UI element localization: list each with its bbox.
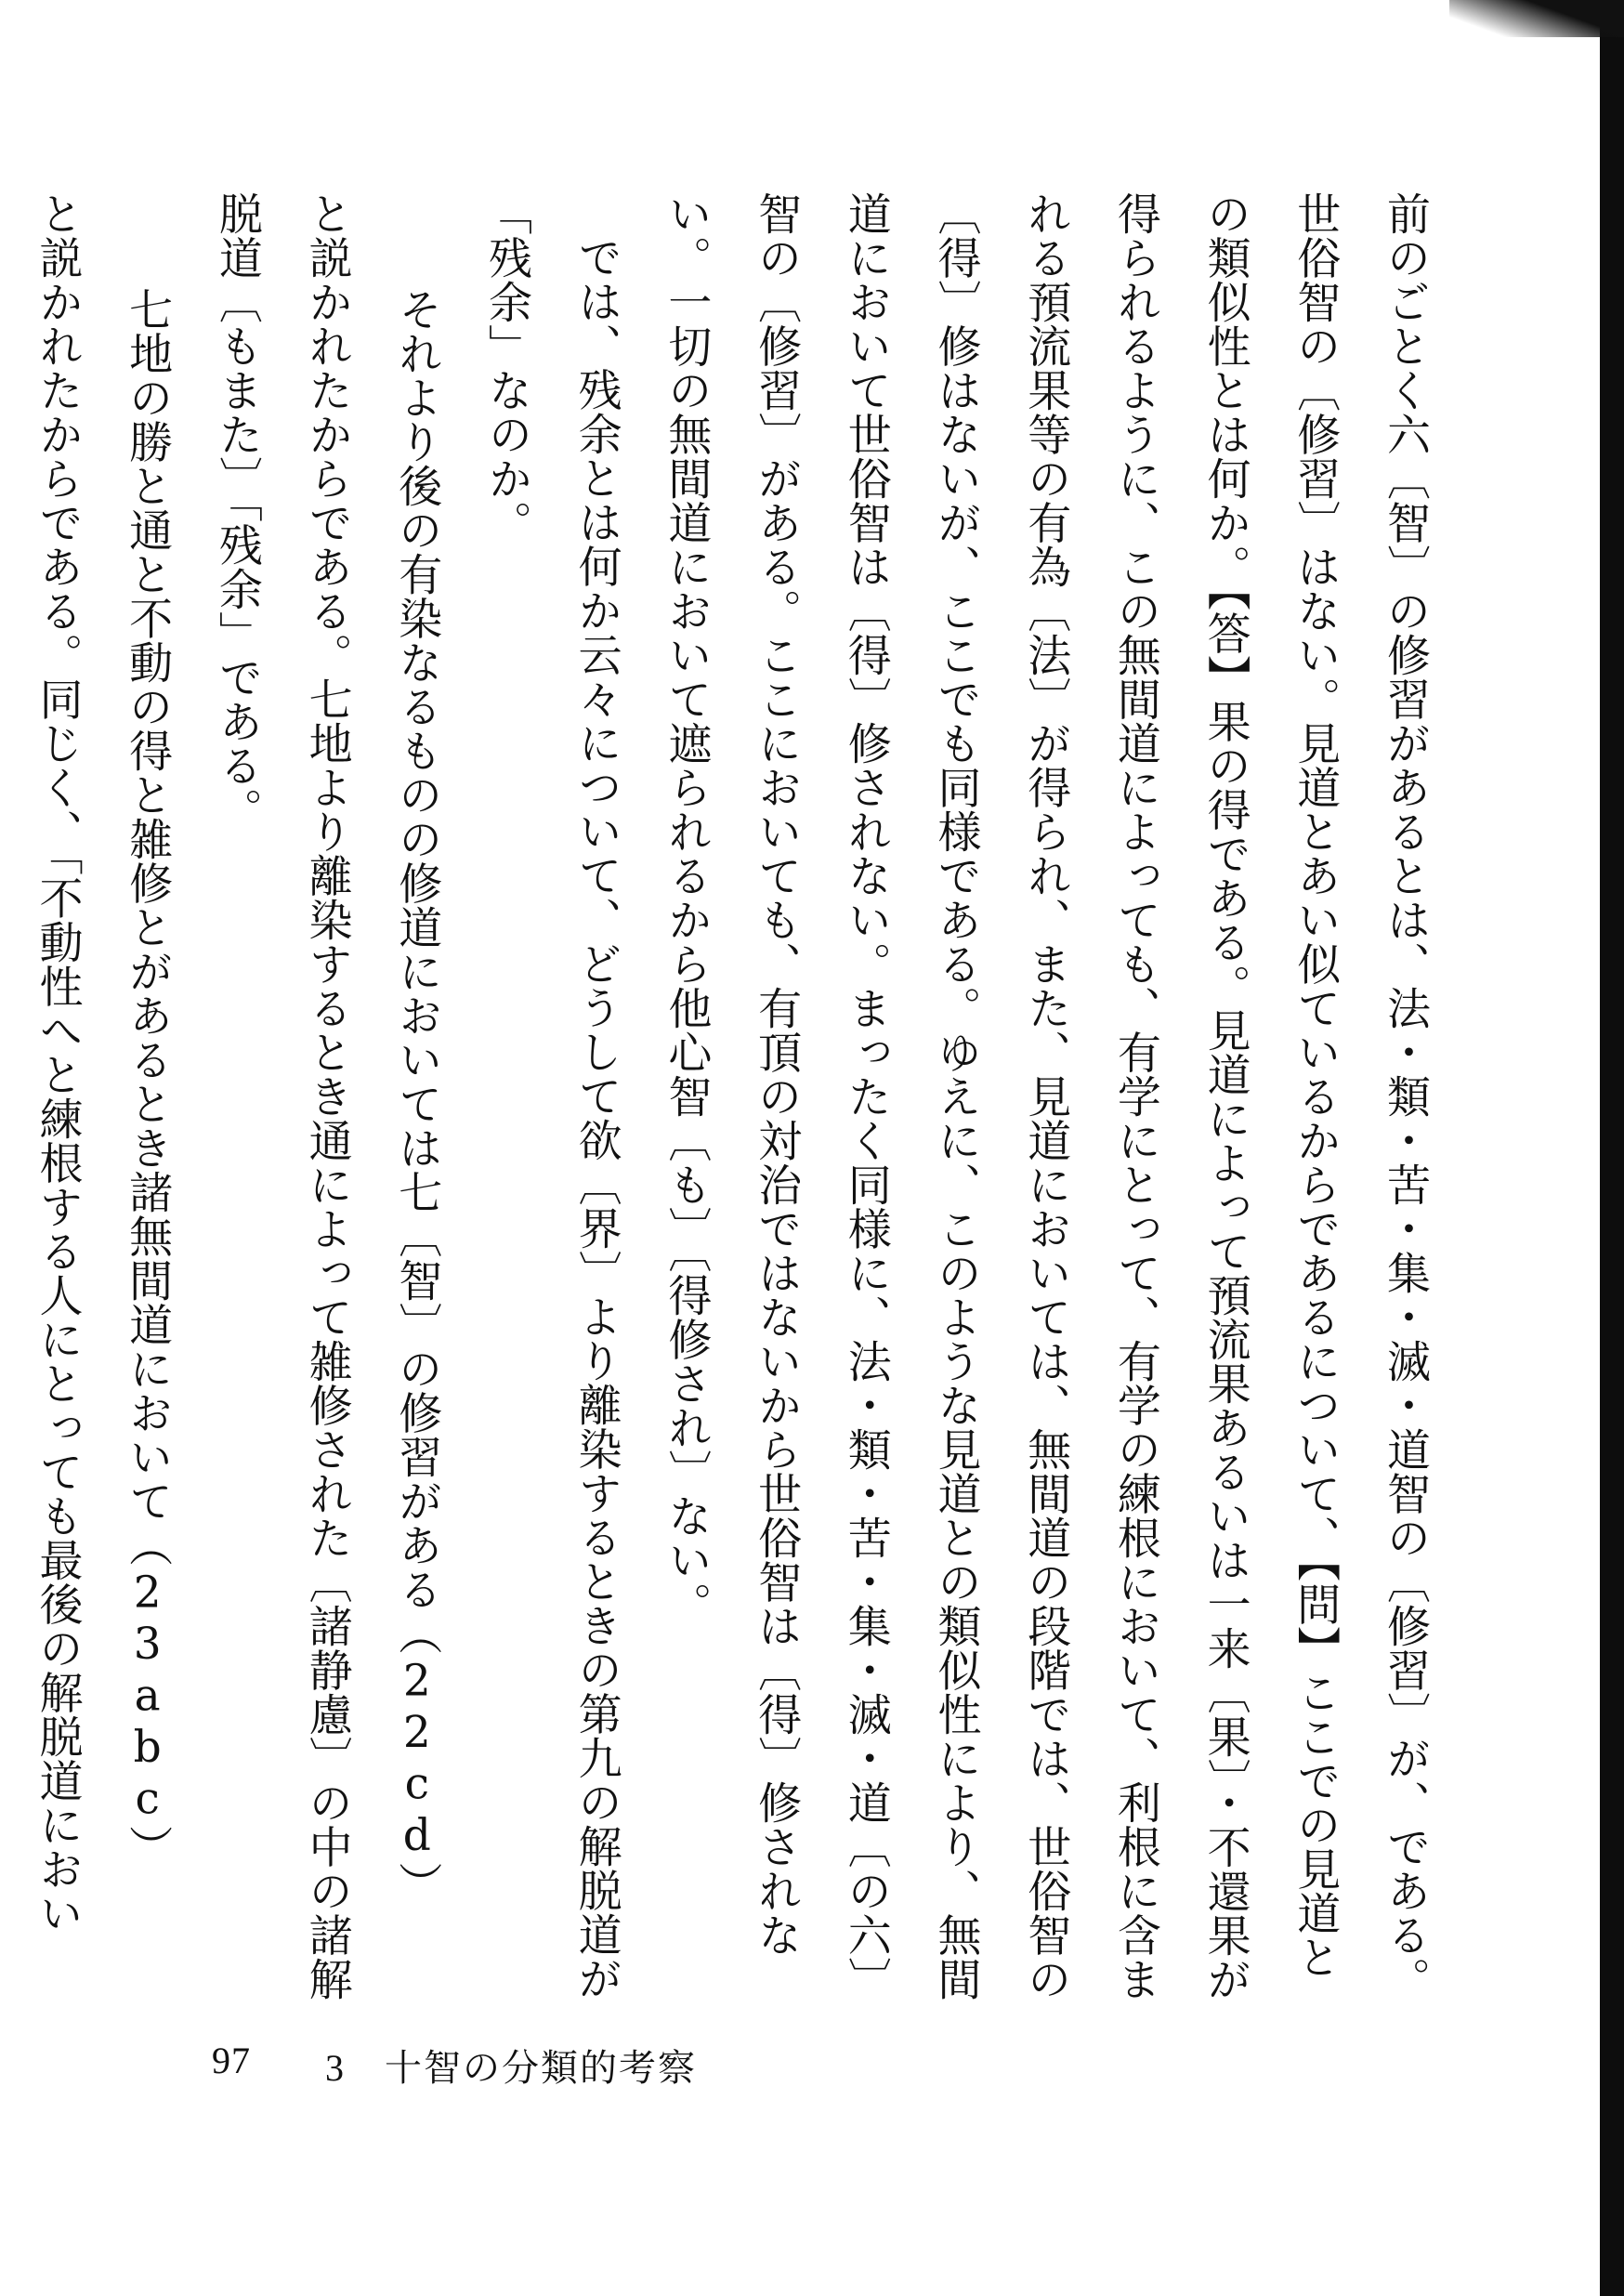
running-head: 3 十智の分類的考察 xyxy=(325,2047,697,2089)
page-number: 97 xyxy=(212,2040,251,2081)
paragraph: 前のごとく六〔智〕の修習があるとは、法・類・苦・集・滅・道智の〔修習〕が、である。世俗智の〔修習〕はない。見道とあい似ているからであるについて、【問】ここでの見道との類似性とは何か。【答】果の得である。見道によって預流果あるいは一来〔果〕・不還果が得られるように、この無間道によっても、有学にとって、有学の練根において、利根に含まれる預流果等の有為〔法〕が得られ、また、見道においては、無間道の段階では、世俗智の〔得〕修はないが、ここでも同様である。ゆえに、このような見道との類似性により、無間道において世俗智は〔得〕修されない。まったく同様に、法・類・苦・集・滅・道〔の六〕智の〔修習〕がある。ここにおいても、有頂の対治ではないから世俗智は〔得〕修されない。一切の無間道において遮られるから他心智〔も〕〔得修され〕ない。 xyxy=(661,191,1431,2001)
quoted-verse: それより後の有染なるものの修道においては七〔智〕の修習がある（22cd） xyxy=(391,287,443,1907)
vertical-text-body xyxy=(32,191,1449,2003)
paragraph: と説かれたからである。同じく、「不動性へと練根する人にとっても最後の解脱道におい xyxy=(32,191,84,1935)
paragraph: では、残余とは何か云々について、どうして欲〔界〕より離染するときの第九の解脱道が「残余」なのか。 xyxy=(480,191,622,2001)
scan-edge-shadow xyxy=(1600,0,1624,2296)
scan-corner-shadow xyxy=(1449,0,1624,37)
paragraph: と説かれたからである。七地より離染するとき通によって雑修された〔諸静慮〕の中の諸解脱道〔もまた〕「残余」である。 xyxy=(211,191,353,2001)
quoted-verse: 七地の勝と通と不動の得と雑修とがあるとき諸無間道において（23abc） xyxy=(122,287,174,1870)
